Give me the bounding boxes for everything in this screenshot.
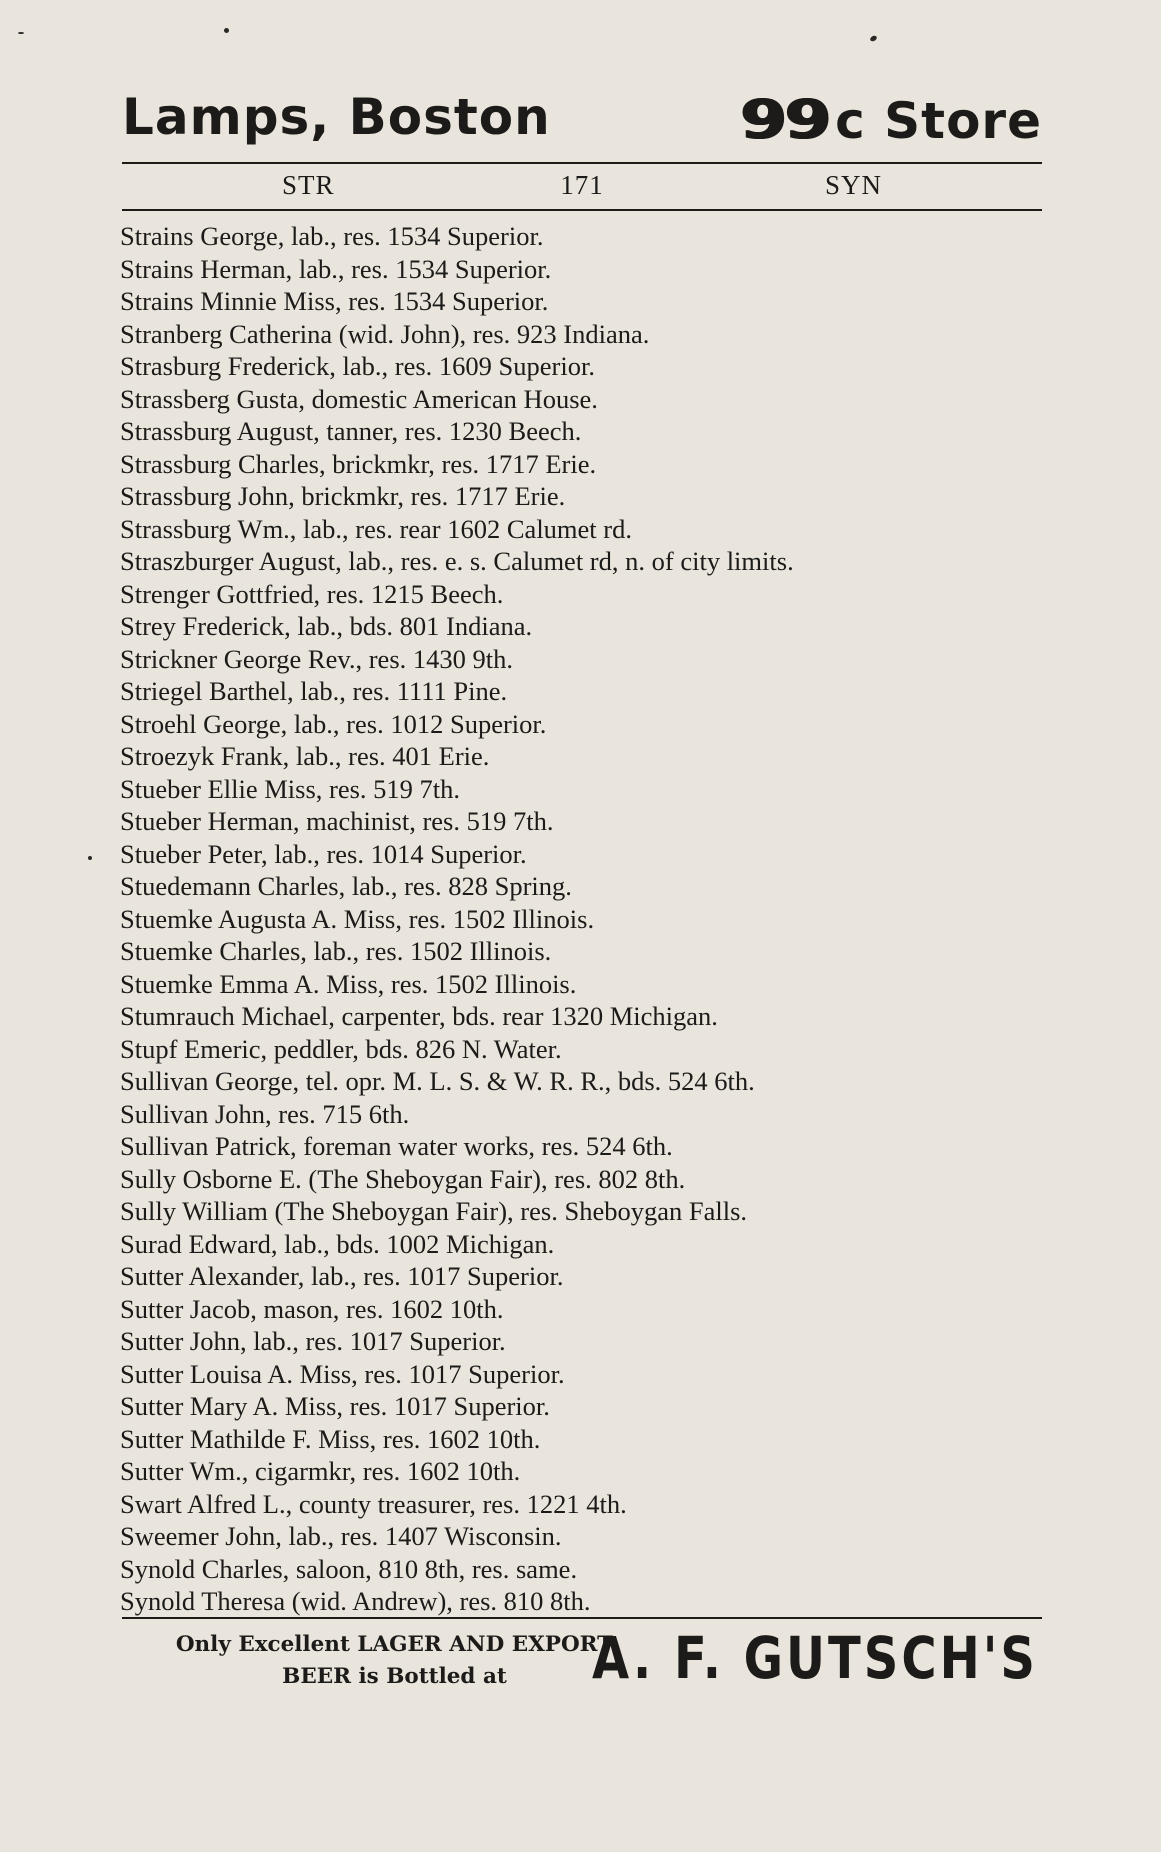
directory-entry: Strenger Gottfried, res. 1215 Beech. — [120, 578, 504, 609]
directory-entry: Strasburg Frederick, lab., res. 1609 Superior. — [120, 351, 595, 381]
directory-entry: Stuemke Charles, lab., res. 1502 Illinois. — [120, 936, 552, 966]
directory-entry: Stranberg Catherina (wid. John), res. 923 Indiana. — [120, 318, 650, 349]
directory-entry: Strassberg Gusta, domestic American House. — [120, 383, 598, 414]
directory-entry: Sweemer John, lab., res. 1407 Wisconsin. — [120, 1521, 562, 1551]
directory-entry: Sullivan John, res. 715 6th. — [120, 1098, 410, 1129]
directory-entry: Sutter Wm., cigarmkr, res. 1602 10th. — [120, 1456, 521, 1486]
directory-entry: Sutter John, lab., res. 1017 Superior. — [120, 1326, 506, 1356]
header-title-right — [740, 88, 1042, 151]
directory-entry: Strains Herman, lab., res. 1534 Superior. — [120, 253, 552, 284]
footer-slogan-line2: BEER is Bottled at — [282, 1664, 507, 1689]
directory-entry: Strassburg Wm., lab., res. rear 1602 Calumet rd. — [120, 513, 632, 544]
directory-entry: Stroehl George, lab., res. 1012 Superior. — [120, 708, 547, 739]
directory-entry: Sutter Jacob, mason, res. 1602 10th. — [120, 1293, 504, 1324]
directory-entry: Strassburg August, tanner, res. 1230 Beech. — [120, 416, 582, 446]
price-digits: 99 — [740, 88, 830, 151]
directory-entry: Sutter Mathilde F. Miss, res. 1602 10th. — [120, 1423, 541, 1454]
header-title-left: Lamps, Boston — [122, 88, 551, 146]
directory-entry: Strains Minnie Miss, res. 1534 Superior. — [120, 286, 549, 316]
directory-entry: Stueber Ellie Miss, res. 519 7th. — [120, 773, 461, 804]
directory-entry: Stroezyk Frank, lab., res. 401 Erie. — [120, 741, 490, 771]
directory-entry: Strassburg Charles, brickmkr, res. 1717 Erie. — [120, 448, 597, 479]
directory-entry: Strassburg John, brickmkr, res. 1717 Erie. — [120, 481, 566, 511]
directory-entry: Striegel Barthel, lab., res. 1111 Pine. — [120, 676, 508, 706]
running-head — [122, 170, 1042, 206]
directory-entry: Sutter Mary A. Miss, res. 1017 Superior. — [120, 1391, 550, 1421]
header-rule — [122, 162, 1042, 164]
directory-entry: Sully Osborne E. (The Sheboygan Fair), res. 802 8th. — [120, 1163, 686, 1194]
running-head-rule — [122, 209, 1042, 211]
page-number: 171 — [560, 170, 604, 200]
directory-entries — [120, 220, 1050, 1618]
directory-entry: Stuemke Emma A. Miss, res. 1502 Illinois. — [120, 968, 577, 999]
directory-entry: Strickner George Rev., res. 1430 9th. — [120, 643, 513, 674]
directory-entry: Sullivan Patrick, foreman water works, res. 524 6th. — [120, 1131, 673, 1161]
directory-entry: Swart Alfred L., county treasurer, res. 1221 4th. — [120, 1488, 627, 1519]
directory-entry: Straszburger August, lab., res. e. s. Calumet rd, n. of city limits. — [120, 546, 794, 576]
directory-entry: Stuemke Augusta A. Miss, res. 1502 Illinois. — [120, 903, 595, 934]
footer-advertisement — [117, 1625, 1042, 1705]
directory-entry: Sutter Alexander, lab., res. 1017 Superior. — [120, 1261, 564, 1291]
directory-entry: Stuedemann Charles, lab., res. 828 Spring. — [120, 871, 572, 901]
ink-speck — [869, 35, 878, 43]
ink-speck — [224, 28, 229, 33]
page-header-advertisement — [122, 88, 1042, 156]
ink-speck — [88, 856, 92, 860]
header-store-label: c Store — [835, 92, 1042, 150]
footer-slogan — [117, 1629, 672, 1693]
directory-entry: Strey Frederick, lab., bds. 801 Indiana. — [120, 611, 533, 641]
footer-slogan-line1: Only Excellent LAGER AND EXPORT — [175, 1632, 614, 1657]
directory-entry: Strains George, lab., res. 1534 Superior. — [120, 221, 544, 251]
directory-entry: Synold Charles, saloon, 810 8th, res. same. — [120, 1553, 578, 1584]
directory-entry: Sully William (The Sheboygan Fair), res. Sheboygan Falls. — [120, 1196, 748, 1226]
directory-entry: Synold Theresa (wid. Andrew), res. 810 8th. — [120, 1586, 591, 1616]
directory-entry: Sullivan George, tel. opr. M. L. S. & W. R. R., bds. 524 6th. — [120, 1066, 755, 1096]
running-head-right: SYN — [824, 170, 882, 200]
ink-speck — [18, 32, 24, 34]
directory-entry: Stueber Peter, lab., res. 1014 Superior. — [120, 838, 527, 869]
footer-brand: A. F. GUTSCH'S — [591, 1625, 1038, 1693]
directory-entry: Surad Edward, lab., bds. 1002 Michigan. — [120, 1228, 555, 1259]
directory-entry: Stumrauch Michael, carpenter, bds. rear 1320 Michigan. — [120, 1001, 718, 1031]
footer-rule — [122, 1617, 1042, 1619]
directory-entry: Stupf Emeric, peddler, bds. 826 N. Water. — [120, 1033, 562, 1064]
directory-entry: Stueber Herman, machinist, res. 519 7th. — [120, 806, 554, 836]
running-head-left: STR — [282, 170, 335, 200]
directory-entry: Sutter Louisa A. Miss, res. 1017 Superior. — [120, 1358, 565, 1389]
